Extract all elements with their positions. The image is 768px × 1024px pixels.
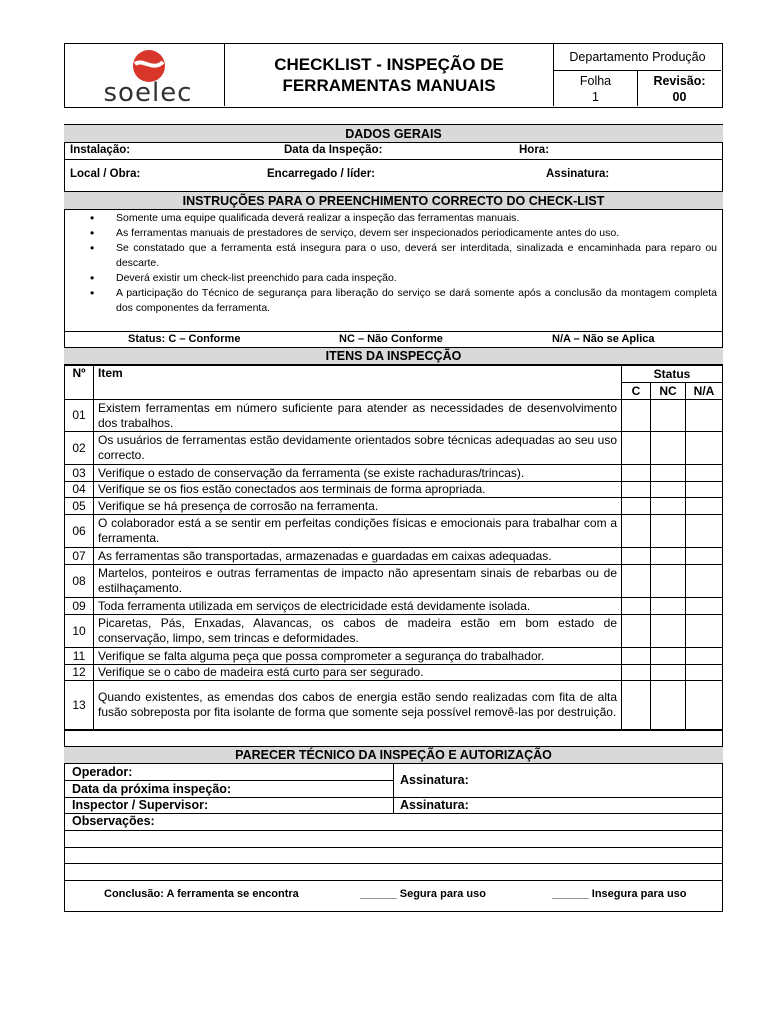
status-c-cell[interactable] [622,665,651,681]
status-na-cell[interactable] [686,565,723,598]
col-status-header: Status [622,366,723,383]
col-item-header: Item [94,366,622,400]
logo-text: soelec [103,78,193,108]
item-text: Toda ferramenta utilizada em serviços de electricidade está devidamente isolada. [94,598,622,615]
item-num: 04 [65,482,94,498]
observacoes-line[interactable] [64,848,723,864]
conclusao-label: Conclusão: A ferramenta se encontra [104,888,299,900]
instrucao-item: • A participação do Técnico de segurança para liberação do serviço se dará somente após a conclusão da montagem completa dos componentes da ferramenta. [64,286,723,316]
assinatura-label: Assinatura: [546,168,610,180]
status-na-cell[interactable] [686,598,723,615]
status-c-cell[interactable] [622,648,651,665]
table-row [65,681,723,730]
status-nc: NC – Não Conforme [339,333,443,345]
title-line1: CHECKLIST - INSPEÇÃO DE [274,55,504,74]
segura-option[interactable]: ______ Segura para uso [360,888,486,900]
status-c-cell[interactable] [622,515,651,548]
col-na-header: N/A [686,383,723,400]
observacoes-row [64,814,723,831]
status-c-cell[interactable] [622,432,651,465]
folha-cell [554,71,638,106]
instrucao-item: • Somente uma equipe qualificada deverá realizar a inspeção das ferramentas manuais. [64,211,723,226]
status-c-cell[interactable] [622,465,651,482]
folha-label: Folha [579,74,612,88]
item-num: 12 [65,665,94,681]
local-obra-label: Local / Obra: [70,168,141,180]
status-nc-cell[interactable] [651,548,686,565]
status-nc-cell[interactable] [651,465,686,482]
table-row [65,515,723,548]
status-na-cell[interactable] [686,681,723,730]
document-title [225,44,554,106]
instrucao-item: • As ferramentas manuais de prestadores de serviço, devem ser inspecionados periodicamente antes do uso. [64,226,723,241]
status-c-cell[interactable] [622,400,651,432]
item-text: Os usuários de ferramentas estão devidamente orientados sobre técnicas adequadas ao seu uso correcto. [94,432,622,465]
item-num: 10 [65,615,94,648]
insegura-option[interactable]: ______ Insegura para uso [552,888,687,900]
item-text: Verifique se falta alguma peça que possa comprometer a segurança do trabalhador. [94,648,622,665]
instrucao-item: • Deverá existir um check-list preenchido para cada inspeção. [64,271,723,286]
status-nc-cell[interactable] [651,665,686,681]
department: Departamento Produção [554,44,721,71]
item-num: 05 [65,498,94,515]
parecer-title: PARECER TÉCNICO DA INSPEÇÃO E AUTORIZAÇÃO [64,747,723,764]
dados-gerais-row2 [64,160,723,192]
status-c: Status: C – Conforme [128,333,241,345]
item-text: Existem ferramentas em número suficiente para atender as necessidades de desenvolvimento dos trabalhos. [94,400,622,432]
assinatura1-label: Assinatura: [400,773,469,787]
col-num-header: Nº [65,366,94,400]
item-text: Picaretas, Pás, Enxadas, Alavancas, os cabos de madeira estão em bom estado de conservação, limpo, sem trincas e deformidades. [94,615,622,648]
operador-label: Operador: [72,765,133,779]
data-proxima-row [64,781,393,798]
spacer-row [64,730,723,747]
table-row [65,482,723,498]
status-na-cell[interactable] [686,482,723,498]
status-na-cell[interactable] [686,648,723,665]
col-nc-header: NC [651,383,686,400]
status-na-cell[interactable] [686,515,723,548]
data-proxima-label: Data da próxima inspeção: [72,782,232,796]
item-text: Verifique o estado de conservação da ferramenta (se existe rachaduras/trincas). [94,465,622,482]
instalacao-label: Instalação: [70,144,131,156]
table-row [65,665,723,681]
item-text: O colaborador está a se sentir em perfeitas condições físicas e emocionais para trabalhar com a ferramenta. [94,515,622,548]
item-num: 07 [65,548,94,565]
table-row [65,565,723,598]
revisao-cell [638,71,721,106]
status-nc-cell[interactable] [651,498,686,515]
item-text: Quando existentes, as emendas dos cabos de energia estão sendo realizadas com fita de alta fusão sobreposta por fita isolante de forma que somente seja possível removê-las por destruição. [94,681,622,730]
status-nc-cell[interactable] [651,681,686,730]
itens-title: ITENS DA INSPECÇÃO [64,348,723,365]
item-num: 06 [65,515,94,548]
hora-label: Hora: [519,144,550,156]
status-nc-cell[interactable] [651,648,686,665]
items-table [64,365,723,730]
item-text: Verifique se o cabo de madeira está curto para ser segurado. [94,665,622,681]
encarregado-label: Encarregado / líder: [267,168,376,180]
dados-gerais-row1 [64,143,723,160]
status-na-cell[interactable] [686,400,723,432]
inspector-label: Inspector / Supervisor: [72,798,209,812]
item-num: 02 [65,432,94,465]
status-na-cell[interactable] [686,465,723,482]
status-nc-cell[interactable] [651,432,686,465]
status-legend [64,332,723,348]
title-line2: FERRAMENTAS MANUAIS [282,76,496,95]
status-c-cell[interactable] [622,615,651,648]
table-row [65,548,723,565]
status-na: N/A – Não se Aplica [552,333,655,345]
item-num: 03 [65,465,94,482]
status-na-cell[interactable] [686,548,723,565]
observacoes-label: Observações: [72,814,155,828]
table-row [65,648,723,665]
header [64,43,723,108]
item-num: 13 [65,681,94,730]
item-text: Verifique se há presença de corrosão na ferramenta. [94,498,622,515]
assinatura2-label: Assinatura: [400,798,469,812]
table-row [65,465,723,482]
item-num: 11 [65,648,94,665]
status-na-cell[interactable] [686,615,723,648]
status-nc-cell[interactable] [651,515,686,548]
status-nc-cell[interactable] [651,565,686,598]
table-row [65,598,723,615]
status-c-cell[interactable] [622,548,651,565]
status-nc-cell[interactable] [651,615,686,648]
instrucoes-list [64,210,723,332]
item-text: Verifique se os fios estão conectados aos terminais de forma apropriada. [94,482,622,498]
folha-value: 1 [592,90,599,104]
revisao-value: 00 [672,90,687,104]
status-c-cell[interactable] [622,681,651,730]
instrucoes-title: INSTRUÇÕES PARA O PREENCHIMENTO CORRECTO DO CHECK-LIST [64,192,723,210]
col-c-header: C [622,383,651,400]
status-nc-cell[interactable] [651,400,686,432]
data-inspecao-label: Data da Inspeção: [284,144,383,156]
status-c-cell[interactable] [622,498,651,515]
table-row [65,432,723,465]
status-na-cell[interactable] [686,665,723,681]
status-c-cell[interactable] [622,565,651,598]
item-num: 08 [65,565,94,598]
table-row [65,400,723,432]
status-c-cell[interactable] [622,482,651,498]
observacoes-line[interactable] [64,831,723,848]
dados-gerais-title: DADOS GERAIS [64,125,723,143]
item-text: As ferramentas são transportadas, armazenadas e guardadas em caixas adequadas. [94,548,622,565]
status-nc-cell[interactable] [651,598,686,615]
table-row [65,615,723,648]
logo [65,44,225,106]
observacoes-line[interactable] [64,864,723,881]
status-na-cell[interactable] [686,498,723,515]
item-num: 09 [65,598,94,615]
instrucao-item: • Se constatado que a ferramenta está insegura para o uso, deverá ser interditada, sinalizada e encaminhada para reparo ou descarte. [64,241,723,271]
revisao-label: Revisão: [653,74,706,88]
conclusion-row [64,881,723,911]
status-nc-cell[interactable] [651,482,686,498]
status-c-cell[interactable] [622,598,651,615]
status-na-cell[interactable] [686,432,723,465]
table-row [65,498,723,515]
item-num: 01 [65,400,94,432]
item-text: Martelos, ponteiros e outras ferramentas de impacto não apresentam sinais de rebarbas ou de estilhaçamento. [94,565,622,598]
inspector-row [64,798,723,814]
